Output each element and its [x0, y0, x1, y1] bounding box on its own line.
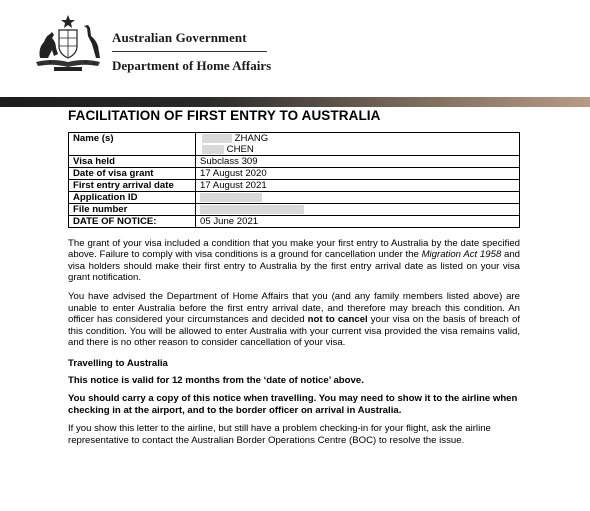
table-row — [69, 155, 520, 167]
visa-held-value: Subclass 309 — [196, 155, 520, 167]
name-line1: ZHANG — [234, 132, 269, 144]
name-label: Name (s) — [69, 132, 196, 155]
table-row — [69, 203, 520, 215]
paragraph-validity: This notice is valid for 12 months from the ‘date of notice’ above. — [68, 374, 364, 386]
arrival-date-label: First entry arrival date — [69, 179, 196, 191]
coat-of-arms-icon — [32, 14, 104, 72]
table-row — [69, 179, 520, 191]
department-wordmark — [112, 30, 271, 74]
letter-body — [68, 108, 520, 454]
arrival-date-value: 17 August 2021 — [196, 179, 520, 191]
application-id-value — [196, 191, 520, 203]
department-name: Department of Home Affairs — [112, 58, 272, 73]
page-title: FACILITATION OF FIRST ENTRY TO AUSTRALIA — [68, 108, 381, 123]
act-name: Migration Act 1958 — [421, 249, 502, 261]
file-number-value — [196, 203, 520, 215]
paragraph-visa-condition: The grant of your visa included a condition that you make your first entry to Australia by the date specified above. Failure to comply with visa conditions is a ground for cancellation under the Migration Act 1958 and visa holders should make their first entry to Australia by the first entry arrival date as listed on your visa grant notification. — [68, 237, 520, 284]
grant-date-value: 17 August 2020 — [196, 167, 520, 179]
paragraph-carry-notice: You should carry a copy of this notice when travelling. You may need to show it to the airline when checking in at the airport, and to the border officer on arrival in Australia. — [68, 393, 518, 416]
name-value — [196, 132, 520, 155]
letterhead — [0, 0, 590, 100]
decision-emphasis: not to cancel — [307, 314, 368, 326]
government-name: Australian Government — [112, 30, 247, 45]
table-row — [69, 132, 520, 155]
visa-held-label: Visa held — [69, 155, 196, 167]
header-gradient-bar — [0, 97, 590, 107]
wordmark-divider — [112, 51, 267, 52]
visa-details-table — [68, 132, 520, 228]
file-number-label: File number — [69, 203, 196, 215]
section-heading: Travelling to Australia — [68, 357, 168, 369]
paragraph-decision: You have advised the Department of Home Affairs that you (and any family members listed above) are unable to enter Australia before the first entry arrival date, and therefore may breach this condition. An officer has considered your circumstances and decided not to cancel your visa on the basis of breach of this condition. You will be allowed to enter Australia with your current visa provided the visa remains valid, and there is no other reason to consider cancellation of your visa. — [68, 290, 520, 349]
table-row — [69, 167, 520, 179]
table-row — [69, 215, 520, 227]
table-row — [69, 191, 520, 203]
notice-date-value: 05 June 2021 — [196, 215, 520, 227]
grant-date-label: Date of visa grant — [69, 167, 196, 179]
redacted-block — [200, 193, 262, 202]
notice-date-label: DATE OF NOTICE: — [69, 215, 196, 227]
redacted-block — [200, 205, 304, 214]
redacted-block — [202, 145, 224, 154]
paragraph-airline-problem: If you show this letter to the airline, but still have a problem checking-in for your flight, ask the airline representative to contact the Australian Border Operations Centre (BOC) to resolve the issue. — [68, 423, 491, 446]
name-line2: CHEN — [226, 143, 254, 155]
application-id-label: Application ID — [69, 191, 196, 203]
redacted-block — [202, 134, 232, 143]
